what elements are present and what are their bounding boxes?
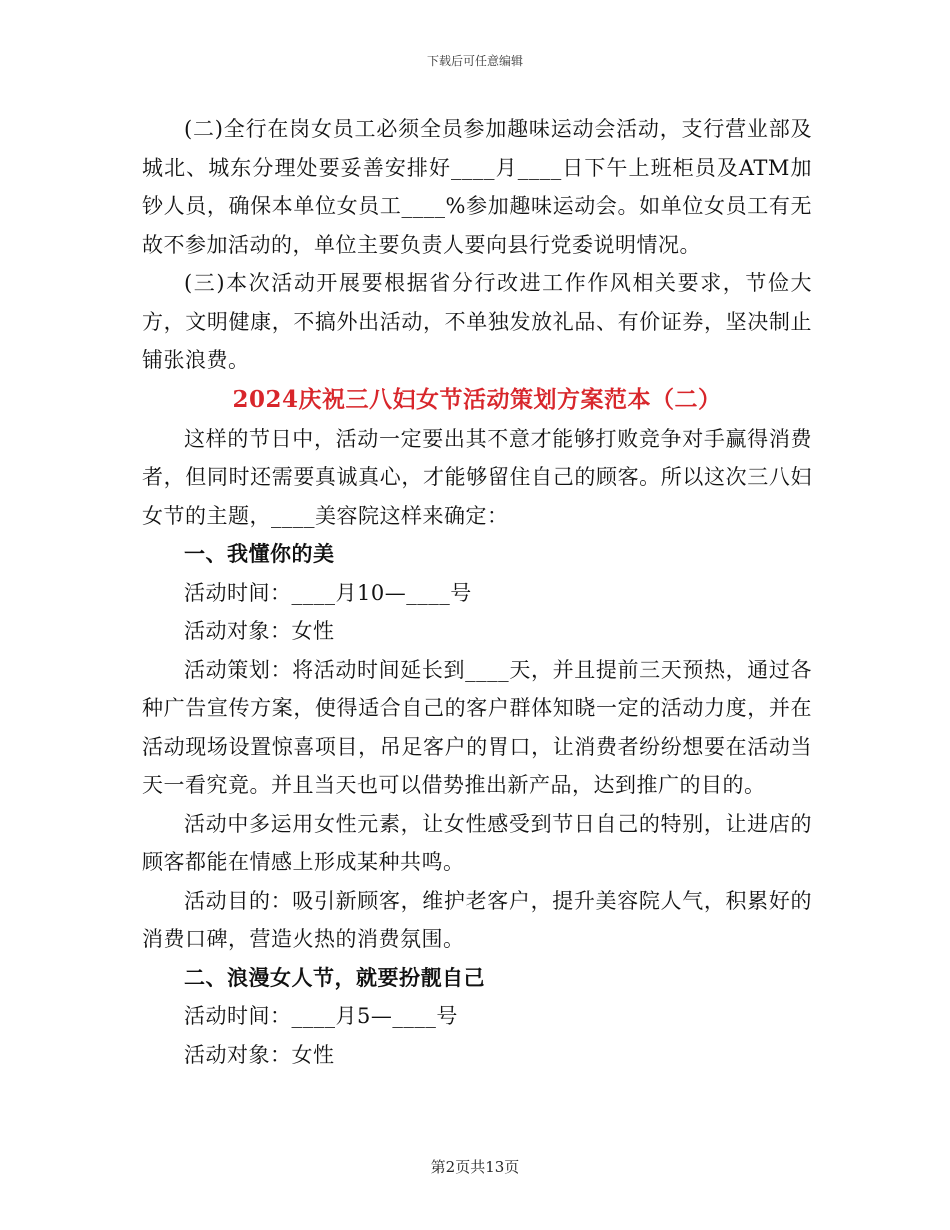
section-heading-1: 一、我懂你的美 bbox=[184, 541, 335, 566]
paragraph-item-two: (二)全行在岗女员工必须全员参加趣味运动会活动，支行营业部及城北、城东分理处要妥善安排好____月____日下午上班柜员及ATM加钞人员，确保本单位女员工____%参加趣味运动会。如单位女员工有无故不参加活动的，单位主要负责人要向县行党委说明情况。 bbox=[142, 117, 812, 257]
paragraph-item-three: (三)本次活动开展要根据省分行改进工作作风相关要求，节俭大方，文明健康，不搞外出活动，不单独发放礼品、有价证券，坚决制止铺张浪费。 bbox=[142, 271, 812, 372]
activity-target-1: 活动对象：女性 bbox=[184, 619, 335, 643]
activity-time-1: 活动时间：____月10—____号 bbox=[184, 580, 472, 605]
section-heading-2: 二、浪漫女人节，就要扮靓自己 bbox=[184, 964, 485, 990]
document-body bbox=[142, 110, 812, 1074]
activity-time-2: 活动时间：____月5—____号 bbox=[184, 1004, 458, 1028]
activity-target-2: 活动对象：女性 bbox=[184, 1042, 335, 1067]
activity-elements-1: 活动中多运用女性元素，让女性感受到节日自己的特别，让进店的顾客都能在情感上形成某种共鸣。 bbox=[142, 811, 812, 874]
intro-paragraph: 这样的节日中，活动一定要出其不意才能够打败竞争对手赢得消费者，但同时还需要真诚真心，才能够留住自己的顾客。所以这次三八妇女节的主题，____美容院这样来确定： bbox=[142, 426, 812, 528]
section-title: 2024庆祝三八妇女节活动策划方案范本（二） bbox=[232, 385, 722, 413]
activity-purpose-1: 活动目的：吸引新顾客，维护老客户，提升美容院人气，积累好的消费口碑，营造火热的消费氛围。 bbox=[142, 888, 812, 951]
page-footer: 第2页共13页 bbox=[430, 1158, 520, 1176]
page-header: 下载后可任意编辑 bbox=[426, 54, 523, 68]
activity-plan-1: 活动策划：将活动时间延长到____天，并且提前三天预热，通过各种广告宣传方案，使得适合自己的客户群体知晓一定的活动力度，并在活动现场设置惊喜项目，吊足客户的胃口，让消费者纷纷想要在活动当天一看究竟。并且当天也可以借势推出新产品，达到推广的目的。 bbox=[142, 657, 812, 797]
